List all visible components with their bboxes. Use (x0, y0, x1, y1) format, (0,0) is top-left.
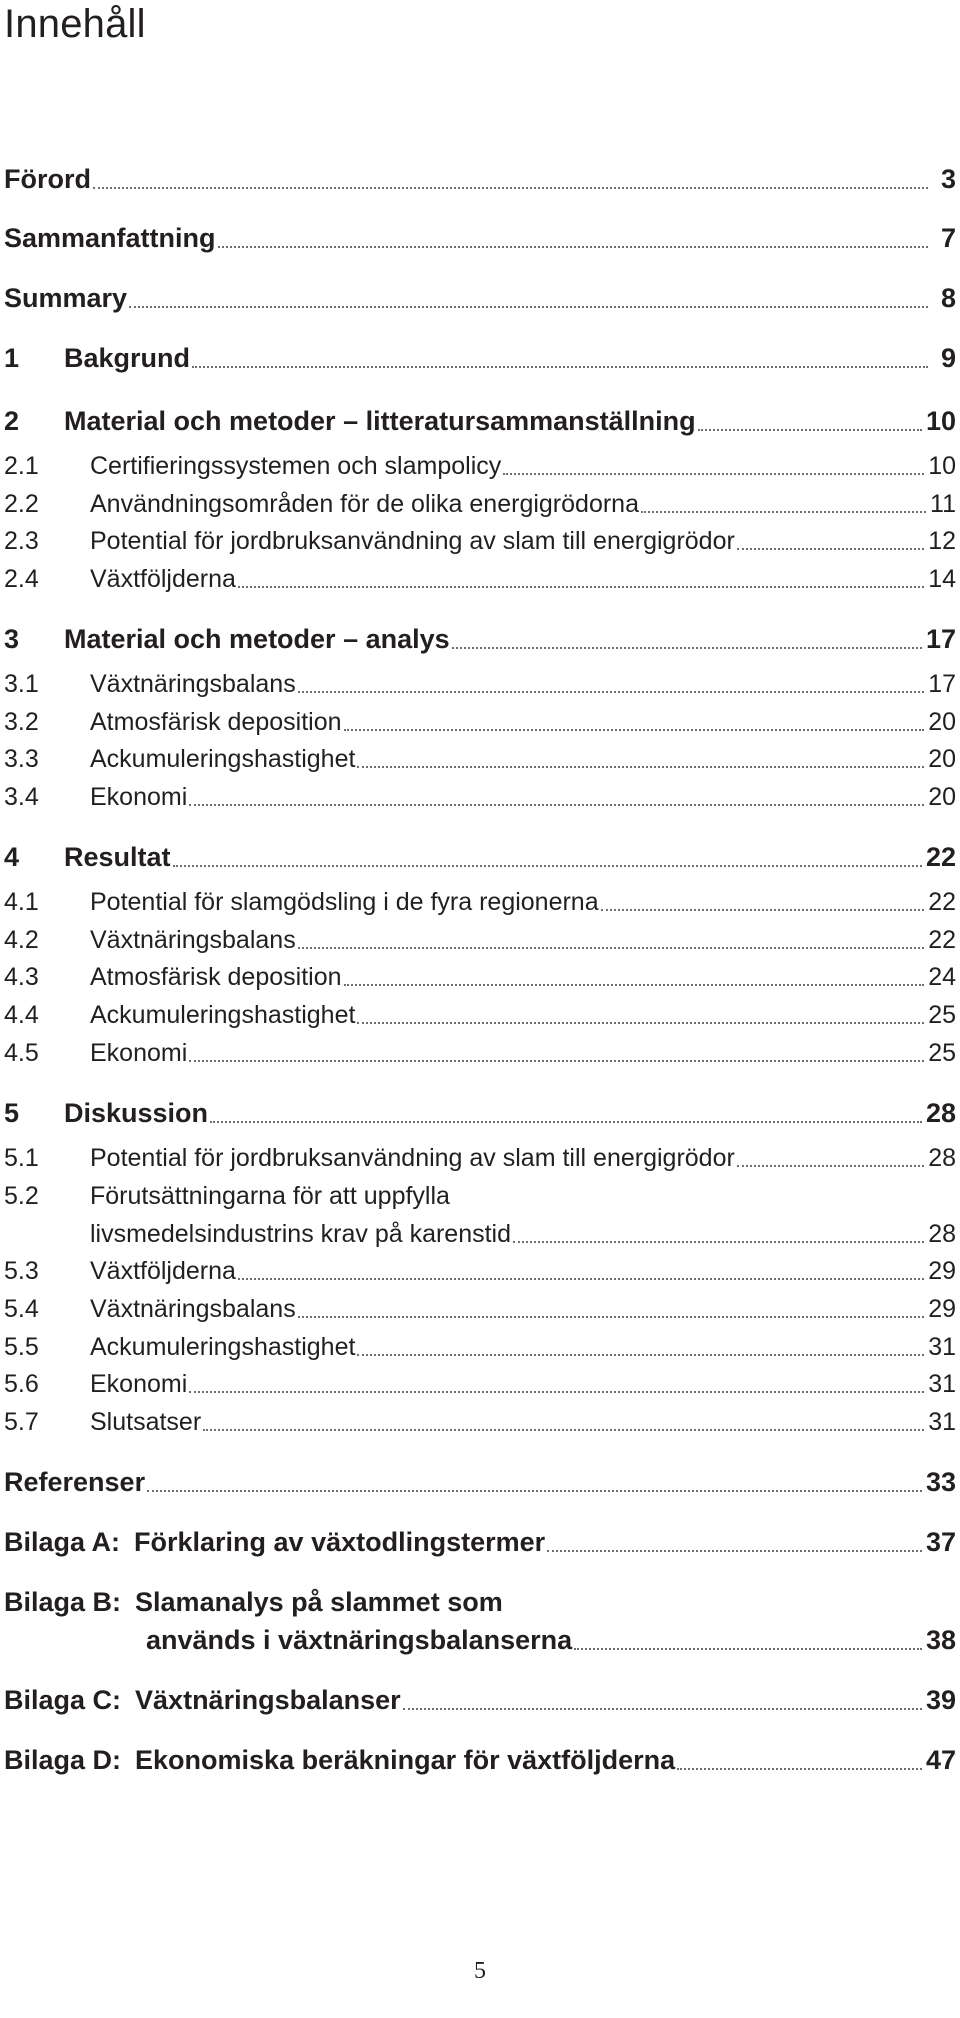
toc-entry-number: 3.4 (4, 783, 39, 811)
toc-entry-page: 22 (928, 926, 956, 954)
toc-entry-label: Diskussion (64, 1098, 209, 1128)
toc-entry-3-4[interactable] (4, 781, 956, 813)
dot-leader (189, 804, 924, 806)
toc-entry-page: 20 (928, 783, 956, 811)
toc-entry-2-4[interactable] (4, 563, 956, 595)
toc-entry-label: Växtnäringsbalans (90, 670, 296, 698)
toc-entry-number: Bilaga A: (4, 1527, 121, 1557)
toc-entry-bilaga-b[interactable] (4, 1585, 956, 1619)
toc-entry-1[interactable] (4, 341, 956, 375)
toc-entry-number: 2.4 (4, 565, 39, 593)
toc-entry-label: Växtföljderna (90, 565, 236, 593)
toc-entry-page: 10 (928, 452, 956, 480)
dot-leader (238, 1278, 924, 1280)
toc-entry-page: 17 (925, 624, 956, 654)
toc-entry-number: 4.4 (4, 1001, 39, 1029)
toc-entry-page: 11 (930, 490, 956, 518)
toc-entry-label: Atmosfärisk deposition (90, 963, 342, 991)
toc-entry-number: 3.3 (4, 745, 39, 773)
dot-leader (298, 691, 924, 693)
toc-entry-5-7[interactable] (4, 1406, 956, 1438)
toc-entry-sammanfattning[interactable] (4, 221, 956, 255)
toc-entry-page: 28 (925, 1098, 956, 1128)
dot-leader (547, 1550, 922, 1552)
dot-leader (129, 306, 928, 308)
dot-leader (513, 1241, 924, 1243)
toc-entry-label: Växtnäringsbalans (90, 926, 296, 954)
toc-entry-label: Växtnäringsbalanser (135, 1685, 401, 1715)
toc-entry-page: 31 (928, 1408, 956, 1436)
toc-entry-number: 4.1 (4, 888, 39, 916)
toc-entry-label: Ekonomiska beräkningar för växtföljderna (135, 1745, 676, 1775)
dot-leader (238, 586, 924, 588)
toc-entry-page: 10 (925, 406, 956, 436)
page-title: Innehåll (4, 2, 146, 46)
toc-entry-label: Potential för slamgödsling i de fyra regionerna (90, 888, 599, 916)
dot-leader (298, 1316, 924, 1318)
toc-entry-3-1[interactable] (4, 668, 956, 700)
toc-entry-page: 29 (928, 1257, 956, 1285)
toc-entry-number: 5.5 (4, 1333, 39, 1361)
toc-entry-label: Växtnäringsbalans (90, 1295, 296, 1323)
toc-entry-page: 37 (925, 1527, 956, 1557)
toc-entry-page: 20 (928, 745, 956, 773)
toc-entry-label: Förklaring av växtodlingstermer (134, 1527, 546, 1557)
toc-entry-page: 25 (928, 1001, 956, 1029)
toc-entry-label: Summary (4, 283, 128, 313)
toc-entry-5-4[interactable] (4, 1293, 956, 1325)
toc-entry-page: 12 (928, 527, 956, 555)
toc-entry-4-1[interactable] (4, 886, 956, 918)
toc-entry-number: 5.7 (4, 1408, 39, 1436)
toc-entry-number: 5 (4, 1098, 20, 1128)
dot-leader (574, 1648, 922, 1650)
toc-entry-page: 20 (928, 708, 956, 736)
dot-leader (357, 1022, 924, 1024)
toc-entry-page: 28 (928, 1220, 956, 1248)
toc-entry-label: Användningsområden för de olika energigrödorna (90, 490, 639, 518)
toc-entry-5-3[interactable] (4, 1255, 956, 1287)
toc-entry-number: 2.2 (4, 490, 39, 518)
toc-entry-5-6[interactable] (4, 1368, 956, 1400)
toc-entry-label: Sammanfattning (4, 223, 216, 253)
toc-entry-number: 2.1 (4, 452, 39, 480)
dot-leader (677, 1768, 922, 1770)
toc-entry-page: 7 (940, 223, 956, 253)
toc-entry-number: 2 (4, 406, 20, 436)
toc-entry-page: 8 (940, 283, 956, 313)
toc-entry-number: 4.5 (4, 1039, 39, 1067)
toc-entry-label: Ekonomi (90, 1039, 188, 1067)
toc-entry-number: 4.3 (4, 963, 39, 991)
dot-leader (737, 548, 924, 550)
dot-leader (344, 729, 925, 731)
toc-entry-number: 3.2 (4, 708, 39, 736)
toc-entry-number: 3 (4, 624, 20, 654)
toc-entry-number: 2.3 (4, 527, 39, 555)
toc-entry-number: Bilaga B: (4, 1587, 122, 1617)
toc-entry-page: 31 (928, 1333, 956, 1361)
dot-leader (298, 947, 924, 949)
toc-entry-5-1[interactable] (4, 1142, 956, 1174)
toc-entry-page: 29 (928, 1295, 956, 1323)
dot-leader (93, 187, 928, 189)
toc-entry-number: 4 (4, 842, 20, 872)
dot-leader (737, 1165, 924, 1167)
toc-entry-4-3[interactable] (4, 961, 956, 993)
toc-entry-page: 9 (940, 343, 956, 373)
toc-entry-page: 31 (928, 1370, 956, 1398)
dot-leader (641, 511, 926, 513)
dot-leader (210, 1121, 922, 1123)
dot-leader (189, 1060, 924, 1062)
toc-entry-number: 5.1 (4, 1144, 39, 1172)
dot-leader (403, 1708, 922, 1710)
toc-entry-page: 3 (940, 164, 956, 194)
toc-entry-label: Bakgrund (64, 343, 191, 373)
toc-entry-bilaga-d[interactable] (4, 1743, 956, 1777)
dot-leader (601, 909, 925, 911)
toc-entry-page: 24 (928, 963, 956, 991)
toc-entry-5-2-continued[interactable] (4, 1218, 956, 1250)
toc-entry-3-2[interactable] (4, 706, 956, 738)
toc-entry-number: 5.3 (4, 1257, 39, 1285)
toc-entry-label: Atmosfärisk deposition (90, 708, 342, 736)
dot-leader (218, 246, 928, 248)
toc-entry-label: Potential för jordbruksanvändning av slam till energigrödor (90, 1144, 735, 1172)
toc-entry-page: 14 (928, 565, 956, 593)
toc-entry-2[interactable] (4, 404, 956, 438)
toc-entry-number: 5.6 (4, 1370, 39, 1398)
toc-entry-number: 5.2 (4, 1182, 39, 1210)
dot-leader (503, 473, 924, 475)
toc-entry-label: Ackumuleringshastighet (90, 745, 356, 773)
toc-entry-4[interactable] (4, 840, 956, 874)
table-of-contents (4, 0, 956, 2018)
toc-entry-number: 4.2 (4, 926, 39, 954)
dot-leader (452, 647, 922, 649)
toc-entry-bilaga-b-continued[interactable] (4, 1623, 956, 1657)
toc-entry-page: 28 (928, 1144, 956, 1172)
dot-leader (357, 1354, 924, 1356)
toc-entry-summary[interactable] (4, 281, 956, 315)
toc-entry-label: Material och metoder – litteratursammanställning (64, 406, 696, 436)
toc-entry-label-continued: livsmedelsindustrins krav på karenstid (90, 1220, 512, 1248)
toc-entry-4-4[interactable] (4, 999, 956, 1031)
toc-entry-label: Ekonomi (90, 783, 188, 811)
toc-entry-page: 22 (925, 842, 956, 872)
toc-entry-label: Ackumuleringshastighet (90, 1001, 356, 1029)
toc-entry-label: Ackumuleringshastighet (90, 1333, 356, 1361)
toc-entry-label: Referenser (4, 1467, 146, 1497)
toc-entry-4-5[interactable] (4, 1037, 956, 1069)
toc-entry-page: 39 (925, 1685, 956, 1715)
page-number: 5 (474, 1958, 486, 1984)
toc-entry-2-2[interactable] (4, 488, 956, 520)
toc-entry-page: 22 (928, 888, 956, 916)
toc-entry-4-2[interactable] (4, 924, 956, 956)
toc-entry-label: Ekonomi (90, 1370, 188, 1398)
toc-entry-2-3[interactable] (4, 525, 956, 557)
dot-leader (173, 865, 922, 867)
toc-entry-label: Förutsättningarna för att uppfylla (90, 1182, 450, 1210)
toc-entry-page: 33 (925, 1467, 956, 1497)
toc-entry-label: Potential för jordbruksanvändning av slam till energigrödor (90, 527, 735, 555)
dot-leader (192, 366, 928, 368)
toc-entry-number: Bilaga D: (4, 1745, 122, 1775)
toc-entry-label: Resultat (64, 842, 171, 872)
dot-leader (357, 766, 924, 768)
toc-entry-label: Certifieringssystemen och slampolicy (90, 452, 502, 480)
toc-entry-forord[interactable] (4, 162, 956, 196)
toc-entry-number: 5.4 (4, 1295, 39, 1323)
toc-entry-5-2[interactable] (4, 1180, 956, 1212)
toc-entry-label: Förord (4, 164, 91, 194)
toc-entry-page: 25 (928, 1039, 956, 1067)
toc-entry-5-5[interactable] (4, 1331, 956, 1363)
dot-leader (147, 1490, 922, 1492)
toc-entry-label: Växtföljderna (90, 1257, 236, 1285)
toc-entry-3[interactable] (4, 622, 956, 656)
dot-leader (203, 1429, 924, 1431)
toc-entry-3-3[interactable] (4, 743, 956, 775)
toc-entry-2-1[interactable] (4, 450, 956, 482)
toc-entry-number: Bilaga C: (4, 1685, 122, 1715)
dot-leader (698, 429, 922, 431)
toc-entry-number: 1 (4, 343, 20, 373)
toc-entry-5[interactable] (4, 1096, 956, 1130)
toc-entry-number: 3.1 (4, 670, 39, 698)
toc-entry-bilaga-c[interactable] (4, 1683, 956, 1717)
dot-leader (344, 984, 925, 986)
toc-entry-referenser[interactable] (4, 1465, 956, 1499)
dot-leader (189, 1391, 924, 1393)
toc-entry-page: 17 (928, 670, 956, 698)
toc-entry-label-continued: används i växtnäringsbalanserna (146, 1625, 573, 1655)
toc-entry-page: 47 (925, 1745, 956, 1775)
toc-entry-label: Slamanalys på slammet som (135, 1587, 503, 1617)
toc-entry-label: Slutsatser (90, 1408, 202, 1436)
toc-entry-label: Material och metoder – analys (64, 624, 450, 654)
toc-entry-bilaga-a[interactable] (4, 1525, 956, 1559)
toc-entry-page: 38 (925, 1625, 956, 1655)
